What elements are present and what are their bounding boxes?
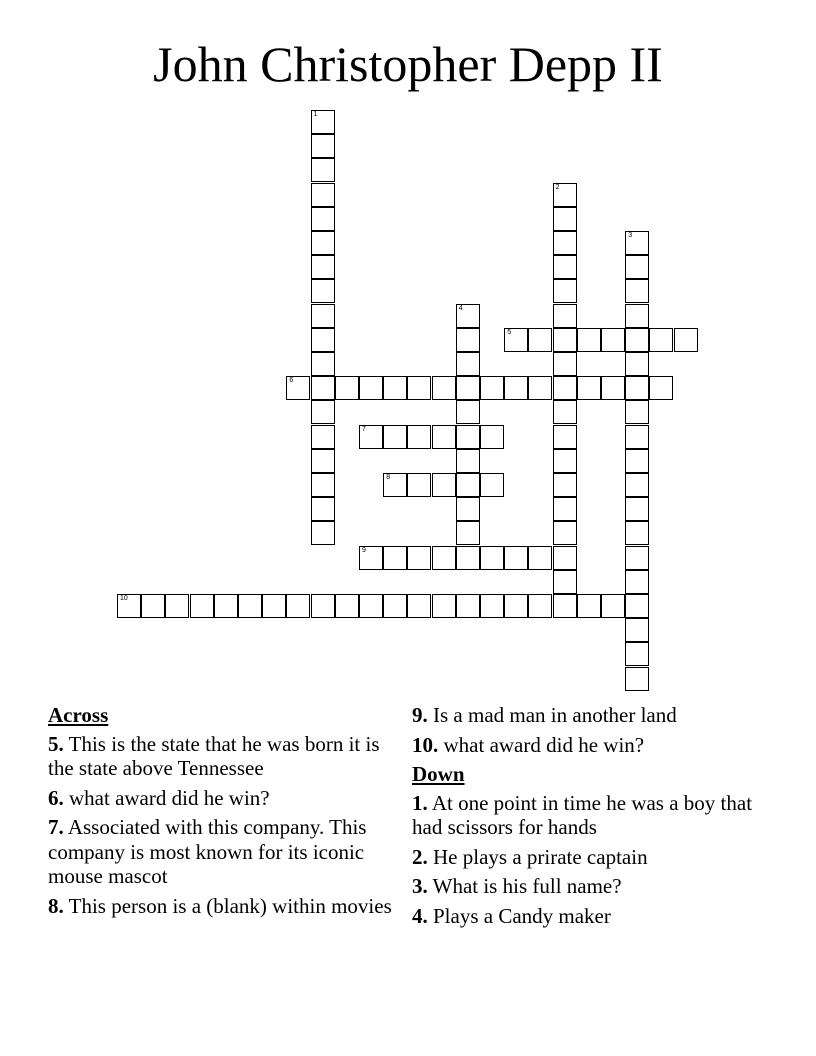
grid-cell[interactable] [383, 473, 407, 497]
grid-cell[interactable] [383, 376, 407, 400]
grid-cell[interactable] [553, 497, 577, 521]
grid-cell[interactable] [553, 207, 577, 231]
grid-cell[interactable] [456, 546, 480, 570]
grid-cell[interactable] [553, 279, 577, 303]
grid-cell[interactable] [456, 473, 480, 497]
clues-right-column [412, 703, 772, 933]
cell-number: 4 [458, 304, 463, 312]
grid-cell[interactable] [456, 328, 480, 352]
grid-cell[interactable] [432, 473, 456, 497]
grid-cell[interactable] [553, 352, 577, 376]
grid-cell[interactable] [528, 546, 552, 570]
grid-cell[interactable] [625, 279, 649, 303]
clue-across-9 [412, 703, 772, 728]
grid-cell[interactable] [625, 328, 649, 352]
grid-cell[interactable] [504, 328, 528, 352]
clue-text: what award did he win? [443, 732, 645, 757]
clue-text: Is a mad man in another land [433, 703, 677, 727]
grid-cell[interactable] [407, 594, 431, 618]
grid-cell[interactable] [311, 304, 335, 328]
clue-text: At one point in time he was a boy that had scissors for hands [412, 790, 753, 839]
grid-cell[interactable] [286, 594, 310, 618]
clue-down-1 [412, 791, 772, 840]
clue-number: 9. [412, 703, 428, 727]
grid-cell[interactable] [625, 425, 649, 449]
grid-cell[interactable] [311, 231, 335, 255]
grid-cell[interactable] [311, 594, 335, 618]
grid-cell[interactable] [407, 425, 431, 449]
clue-down-4 [412, 904, 772, 929]
grid-cell[interactable] [141, 594, 165, 618]
clue-text: Associated with this company. This company is most known for its iconic mouse mascot [48, 815, 367, 888]
cell-number: 10 [120, 595, 128, 602]
cell-number: 6 [289, 377, 294, 385]
clue-text: This is the state that he was born it is the state above Tennessee [48, 731, 380, 780]
grid-cell[interactable] [165, 594, 189, 618]
grid-cell[interactable] [625, 400, 649, 424]
grid-cell[interactable] [601, 328, 625, 352]
grid-cell[interactable] [577, 594, 601, 618]
across-heading: Across [48, 703, 109, 727]
clue-number: 5. [48, 731, 64, 756]
grid-cell[interactable] [528, 328, 552, 352]
grid-cell[interactable] [335, 376, 359, 400]
grid-cell[interactable] [311, 497, 335, 521]
grid-cell[interactable] [407, 546, 431, 570]
grid-cell[interactable] [553, 449, 577, 473]
clue-across-10 [412, 733, 772, 758]
grid-cell[interactable] [359, 425, 383, 449]
grid-cell[interactable] [432, 546, 456, 570]
grid-cell[interactable] [553, 255, 577, 279]
grid-cell[interactable] [359, 546, 383, 570]
grid-cell[interactable] [407, 473, 431, 497]
grid-cell[interactable] [649, 328, 673, 352]
grid-cell[interactable] [311, 521, 335, 545]
cell-number: 3 [628, 232, 633, 239]
grid-cell[interactable] [553, 473, 577, 497]
grid-cell[interactable] [625, 352, 649, 376]
clue-across-5 [48, 732, 408, 781]
clue-number: 3. [412, 874, 428, 898]
grid-cell[interactable] [553, 570, 577, 594]
grid-cell[interactable] [553, 304, 577, 328]
grid-cell[interactable] [311, 158, 335, 182]
grid-cell[interactable] [359, 376, 383, 400]
grid-cell[interactable] [117, 594, 141, 618]
grid-cell[interactable] [383, 425, 407, 449]
grid-cell[interactable] [528, 594, 552, 618]
grid-cell[interactable] [432, 425, 456, 449]
grid-cell[interactable] [625, 570, 649, 594]
cell-number: 9 [362, 546, 366, 554]
clue-number: 4. [412, 903, 428, 928]
grid-cell[interactable] [335, 594, 359, 618]
grid-cell[interactable] [625, 497, 649, 521]
grid-cell[interactable] [553, 521, 577, 545]
clue-down-2 [412, 845, 772, 870]
grid-cell[interactable] [311, 473, 335, 497]
grid-cell[interactable] [456, 449, 480, 473]
cell-number: 5 [507, 328, 512, 336]
clue-across-6 [48, 786, 408, 811]
grid-cell[interactable] [480, 546, 504, 570]
grid-cell[interactable] [311, 425, 335, 449]
grid-cell[interactable] [553, 425, 577, 449]
grid-cell[interactable] [456, 304, 480, 328]
grid-cell[interactable] [674, 328, 698, 352]
grid-cell[interactable] [407, 376, 431, 400]
grid-cell[interactable] [311, 255, 335, 279]
grid-cell[interactable] [432, 376, 456, 400]
cell-number: 7 [362, 425, 366, 433]
grid-cell[interactable] [528, 376, 552, 400]
page-title: John Christopher Depp II [153, 36, 663, 92]
grid-cell[interactable] [625, 521, 649, 545]
grid-cell[interactable] [359, 594, 383, 618]
grid-cell[interactable] [456, 521, 480, 545]
grid-cell[interactable] [553, 546, 577, 570]
grid-cell[interactable] [625, 642, 649, 666]
grid-cell[interactable] [311, 110, 335, 134]
grid-cell[interactable] [625, 618, 649, 642]
clue-text: He plays a prirate captain [433, 844, 648, 869]
grid-cell[interactable] [456, 594, 480, 618]
grid-cell[interactable] [625, 376, 649, 400]
grid-cell[interactable] [456, 400, 480, 424]
grid-cell[interactable] [383, 546, 407, 570]
grid-cell[interactable] [311, 207, 335, 231]
grid-cell[interactable] [311, 400, 335, 424]
grid-cell[interactable] [625, 304, 649, 328]
clue-text: what award did he win? [69, 785, 270, 810]
down-heading: Down [412, 762, 465, 786]
grid-cell[interactable] [480, 594, 504, 618]
grid-cell[interactable] [456, 376, 480, 400]
grid-cell[interactable] [504, 594, 528, 618]
grid-cell[interactable] [214, 594, 238, 618]
grid-cell[interactable] [625, 473, 649, 497]
grid-cell[interactable] [311, 134, 335, 158]
clue-text: Plays a Candy maker [433, 903, 611, 928]
grid-cell[interactable] [238, 594, 262, 618]
grid-cell[interactable] [311, 279, 335, 303]
clue-number: 8. [48, 893, 64, 918]
grid-cell[interactable] [432, 594, 456, 618]
grid-cell[interactable] [553, 400, 577, 424]
cell-number: 2 [555, 183, 560, 191]
clue-number: 1. [412, 790, 428, 815]
grid-cell[interactable] [625, 546, 649, 570]
grid-cell[interactable] [480, 473, 504, 497]
grid-cell[interactable] [311, 352, 335, 376]
grid-cell[interactable] [601, 594, 625, 618]
grid-cell[interactable] [553, 328, 577, 352]
grid-cell[interactable] [625, 231, 649, 255]
clue-text: What is his full name? [432, 874, 622, 898]
grid-cell[interactable] [625, 594, 649, 618]
grid-cell[interactable] [553, 231, 577, 255]
grid-cell[interactable] [480, 425, 504, 449]
grid-cell[interactable] [456, 497, 480, 521]
clue-number: 7. [48, 815, 64, 839]
cell-number: 8 [386, 474, 391, 481]
grid-cell[interactable] [311, 183, 335, 207]
clue-number: 10. [412, 732, 439, 757]
grid-cell[interactable] [311, 376, 335, 400]
grid-cell[interactable] [553, 594, 577, 618]
grid-cell[interactable] [311, 449, 335, 473]
grid-cell[interactable] [190, 594, 214, 618]
grid-cell[interactable] [601, 376, 625, 400]
grid-cell[interactable] [553, 376, 577, 400]
clue-across-7 [48, 815, 408, 889]
grid-cell[interactable] [286, 376, 310, 400]
clue-number: 2. [412, 844, 428, 869]
grid-cell[interactable] [262, 594, 286, 618]
grid-cell[interactable] [480, 376, 504, 400]
cell-number: 1 [313, 111, 318, 118]
clue-text: This person is a (blank) within movies [68, 893, 392, 918]
grid-cell[interactable] [649, 376, 673, 400]
grid-cell[interactable] [383, 594, 407, 618]
grid-cell[interactable] [311, 328, 335, 352]
grid-cell[interactable] [553, 183, 577, 207]
grid-cell[interactable] [504, 376, 528, 400]
grid-cell[interactable] [456, 425, 480, 449]
grid-cell[interactable] [625, 667, 649, 691]
grid-cell[interactable] [504, 546, 528, 570]
clues-left-column [48, 703, 408, 923]
grid-cell[interactable] [577, 376, 601, 400]
clue-across-8 [48, 894, 408, 919]
grid-cell[interactable] [577, 328, 601, 352]
grid-cell[interactable] [625, 255, 649, 279]
clue-number: 6. [48, 785, 64, 810]
grid-cell[interactable] [625, 449, 649, 473]
clue-down-3 [412, 874, 772, 899]
grid-cell[interactable] [456, 352, 480, 376]
